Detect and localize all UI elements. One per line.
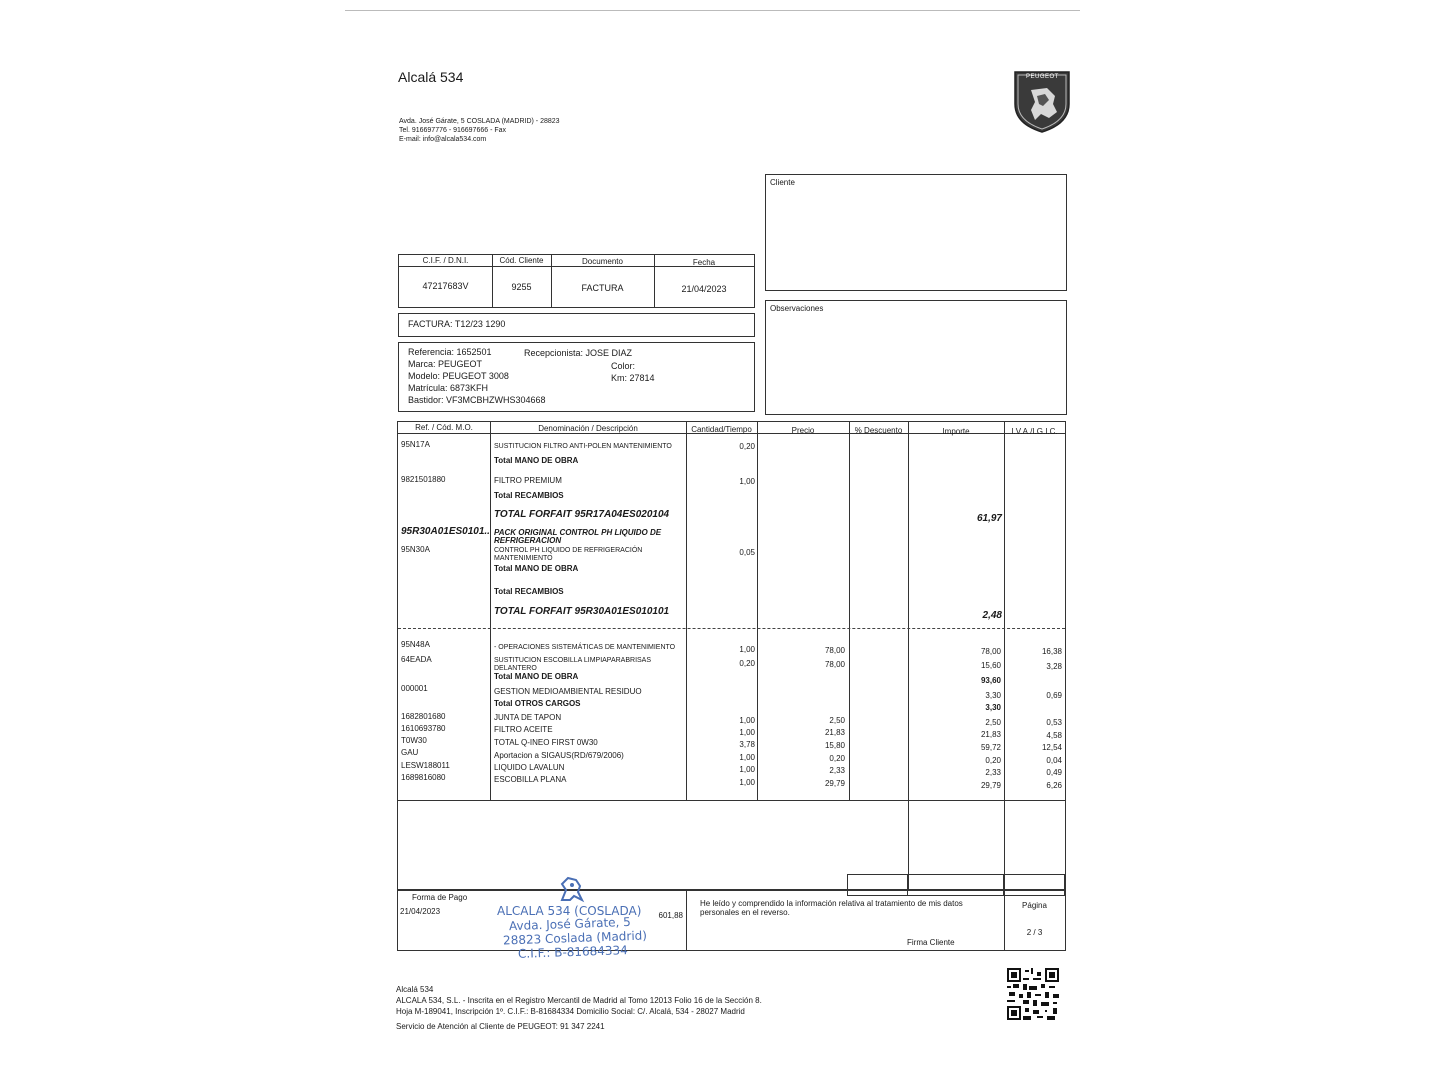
invoice-number-box <box>398 313 755 337</box>
peugeot-lion-logo <box>1013 70 1071 134</box>
total-other-charges-amount: 3,30 <box>985 703 1001 712</box>
table-row-vat: 16,38 <box>1041 647 1062 656</box>
table-row-price: 29,79 <box>824 779 845 788</box>
client-box <box>765 174 1067 291</box>
table-row-ref: 1682801680 <box>401 712 446 721</box>
pack-desc: PACK ORIGINAL CONTROL PH LIQUIDO DE REFRIGERACION <box>494 528 662 545</box>
vehicle-make: Marca: PEUGEOT <box>408 359 483 369</box>
table-row-qty: 0,20 <box>739 659 755 668</box>
vehicle-info-box <box>398 342 755 412</box>
legal-registry: ALCALA 534, S.L. - Inscrita en el Registro Mercantil de Madrid al Tomo 12013 Folio 16 de la Sección 8. <box>396 996 762 1005</box>
client-label: Cliente <box>770 178 795 187</box>
table-row-desc: CONTROL PH LIQUIDO DE REFRIGERACIÓN <box>494 547 643 554</box>
table-row-ref: 9821501880 <box>401 475 446 484</box>
top-edge-line <box>345 10 1080 11</box>
client-signature-label: Firma Cliente <box>907 938 955 947</box>
total-labor-3: Total MANO DE OBRA <box>494 672 579 681</box>
header-cif-label: C.I.F. / D.N.I. <box>422 256 469 265</box>
table-row-ref: GAU <box>401 748 419 757</box>
qr-code-icon <box>1007 968 1059 1020</box>
table-row-desc: FILTRO PREMIUM <box>494 476 562 485</box>
privacy-notice-line-1: He leído y comprendido la información relativa al tratamiento de mis datos <box>700 899 963 908</box>
table-row-desc: JUNTA DE TAPON <box>494 713 562 722</box>
table-row-amount: 0,20 <box>985 756 1001 765</box>
table-row-ref: LESW188011 <box>401 761 450 770</box>
legal-address: Hoja M-189041, Inscripción 1º. C.I.F.: B-81684334 Domicilio Social: C/. Alcalá, 534 - 28027 Madrid <box>396 1007 745 1016</box>
table-row-desc: Aportacion a SIGAUS(RD/679/2006) <box>494 751 624 760</box>
table-row-desc: SUSTITUCION ESCOBILLA LIMPIAPARABRISAS <box>494 657 652 664</box>
table-row-ref: 1610693780 <box>401 724 446 733</box>
table-row-price: 15,80 <box>824 741 845 750</box>
header-document-label: Documento <box>582 257 623 266</box>
table-row-amount: 2,33 <box>985 768 1001 777</box>
invoice-number: FACTURA: T12/23 1290 <box>408 319 506 329</box>
table-row-vat: 4,58 <box>1046 731 1062 740</box>
table-row-price: 78,00 <box>824 660 845 669</box>
stamp-line-4: C.I.F.: B-81684334 <box>517 943 629 961</box>
pack-ref: 95R30A01ES0101.. <box>401 526 490 537</box>
table-row-qty: 1,00 <box>739 753 755 762</box>
table-row-qty: 1,00 <box>739 716 755 725</box>
table-row-amount: 2,50 <box>985 718 1001 727</box>
invoice-total: 601,88 <box>658 911 683 920</box>
table-row-amount: 78,00 <box>980 647 1001 656</box>
table-row-price: 21,83 <box>824 728 845 737</box>
table-row-vat: 12,54 <box>1041 743 1062 752</box>
total-other-charges: Total OTROS CARGOS <box>494 699 581 708</box>
col-qty-header: Cantidad/Tiempo <box>691 425 752 434</box>
table-row-desc-2: MANTENIMIENTO <box>494 555 553 562</box>
observations-label: Observaciones <box>770 304 824 313</box>
brand-wordmark: PEUGEOT <box>1026 74 1059 80</box>
company-address: Avda. José Gárate, 5 COSLADA (MADRID) - 28823 <box>399 118 560 125</box>
vehicle-receptionist: Recepcionista: JOSE DIAZ <box>524 348 633 358</box>
customer-service: Servicio de Atención al Cliente de PEUGEOT: 91 347 2241 <box>396 1022 605 1031</box>
table-row-vat: 0,49 <box>1046 768 1062 777</box>
total-labor-3-amount: 93,60 <box>980 676 1001 685</box>
payment-date: 21/04/2023 <box>400 907 441 916</box>
company-phone: Tel. 916697776 - 916697666 - Fax <box>399 127 507 134</box>
col-vat-header: I.V.A./I.G.I.C. <box>1011 427 1058 436</box>
table-row-desc: GESTION MEDIOAMBIENTAL RESIDUO <box>494 687 642 696</box>
section-divider <box>398 628 1065 629</box>
table-row-price: 2,33 <box>829 766 845 775</box>
table-row-amount: 21,83 <box>980 730 1001 739</box>
total-labor-1: Total MANO DE OBRA <box>494 456 579 465</box>
col-price-header: Precio <box>791 426 815 435</box>
total-parts-1: Total RECAMBIOS <box>494 491 564 500</box>
table-row-ref: 000001 <box>401 684 428 693</box>
cif-value: 47217683V <box>422 281 469 291</box>
footer-box <box>397 890 1066 951</box>
table-row-price: 2,50 <box>829 716 845 725</box>
table-row-vat: 0,53 <box>1046 718 1062 727</box>
table-row-desc: FILTRO ACEITE <box>494 725 553 734</box>
table-row-qty: 1,00 <box>739 765 755 774</box>
table-row-vat: 3,28 <box>1046 662 1062 671</box>
table-row-desc: LIQUIDO LAVALUN <box>494 763 565 772</box>
table-row-amount: 3,30 <box>985 691 1001 700</box>
forfait-total-2-amount: 2,48 <box>982 610 1002 621</box>
table-row-desc-2: DELANTERO <box>494 665 537 672</box>
col-discount-header: % Descuento <box>854 426 903 435</box>
table-row-qty: 0,20 <box>739 442 755 451</box>
client-code-value: 9255 <box>511 282 532 292</box>
vehicle-model: Modelo: PEUGEOT 3008 <box>408 371 509 381</box>
table-row-ref: 95N48A <box>401 640 430 649</box>
table-row-amount: 59,72 <box>980 743 1001 752</box>
vehicle-color: Color: <box>611 361 636 371</box>
table-row-ref: 1689816080 <box>401 773 446 782</box>
table-row-vat: 0,04 <box>1046 756 1062 765</box>
date-value: 21/04/2023 <box>681 284 727 294</box>
table-row-ref: 95N17A <box>401 440 430 449</box>
table-row-desc: - OPERACIONES SISTEMÁTICAS DE MANTENIMIENTO <box>494 644 676 651</box>
stamp-line-3: 28823 Coslada (Madrid) <box>502 928 648 948</box>
vehicle-vin: Bastidor: VF3MCBHZWHS304668 <box>408 395 546 405</box>
table-row-desc: SUSTITUCION FILTRO ANTI-POLEN MANTENIMIENTO <box>494 443 672 450</box>
table-row-qty: 3,78 <box>739 740 755 749</box>
header-client-code-label: Cód. Cliente <box>499 256 544 265</box>
table-row-price: 78,00 <box>824 646 845 655</box>
table-row-qty: 1,00 <box>739 728 755 737</box>
payment-method-label: Forma de Pago <box>412 893 468 902</box>
table-row-vat: 0,69 <box>1046 691 1062 700</box>
document-value: FACTURA <box>581 283 624 293</box>
company-name: Alcalá 534 <box>398 69 464 85</box>
header-date-label: Fecha <box>692 258 716 267</box>
col-amount-header: Importe <box>942 427 970 436</box>
table-row-desc: ESCOBILLA PLANA <box>494 775 567 784</box>
vehicle-plate: Matrícula: 6873KFH <box>408 383 489 393</box>
total-parts-2: Total RECAMBIOS <box>494 587 564 596</box>
table-row-ref: 64EADA <box>401 655 432 664</box>
col-ref-header: Ref. / Cód. M.O. <box>415 423 473 432</box>
peugeot-lion-stamp-icon <box>556 874 586 904</box>
table-row-qty: 1,00 <box>739 477 755 486</box>
page-number: 2 / 3 <box>1026 928 1043 937</box>
total-labor-2: Total MANO DE OBRA <box>494 564 579 573</box>
stamp-line-2: Avda. José Gárate, 5 <box>508 914 632 934</box>
observations-box <box>765 300 1067 415</box>
vehicle-reference: Referencia: 1652501 <box>408 347 492 357</box>
page-label: Página <box>1022 901 1047 910</box>
table-row-vat: 6,26 <box>1046 781 1062 790</box>
table-row-ref: T0W30 <box>401 736 427 745</box>
forfait-total-1-amount: 61,97 <box>976 513 1002 524</box>
table-row-amount: 29,79 <box>980 781 1001 790</box>
table-row-qty: 1,00 <box>739 778 755 787</box>
document-header-table <box>398 254 755 308</box>
table-row-qty: 1,00 <box>739 645 755 654</box>
legal-company: Alcalá 534 <box>396 985 434 994</box>
table-row-price: 0,20 <box>829 754 845 763</box>
company-email: E-mail: info@alcala534.com <box>399 136 487 143</box>
table-row-amount: 15,60 <box>980 661 1001 670</box>
vehicle-km: Km: 27814 <box>611 373 655 383</box>
stamp-line-1: ALCALA 534 (COSLADA) <box>497 904 642 918</box>
table-row-qty: 0,05 <box>739 548 755 557</box>
privacy-notice-line-2: personales en el reverso. <box>700 908 790 917</box>
table-row-ref: 95N30A <box>401 545 430 554</box>
col-desc-header: Denominación / Descripción <box>538 424 638 433</box>
table-row-desc: TOTAL Q-INEO FIRST 0W30 <box>494 738 598 747</box>
forfait-total-1: TOTAL FORFAIT 95R17A04ES020104 <box>494 509 670 520</box>
forfait-total-2: TOTAL FORFAIT 95R30A01ES010101 <box>494 606 670 617</box>
